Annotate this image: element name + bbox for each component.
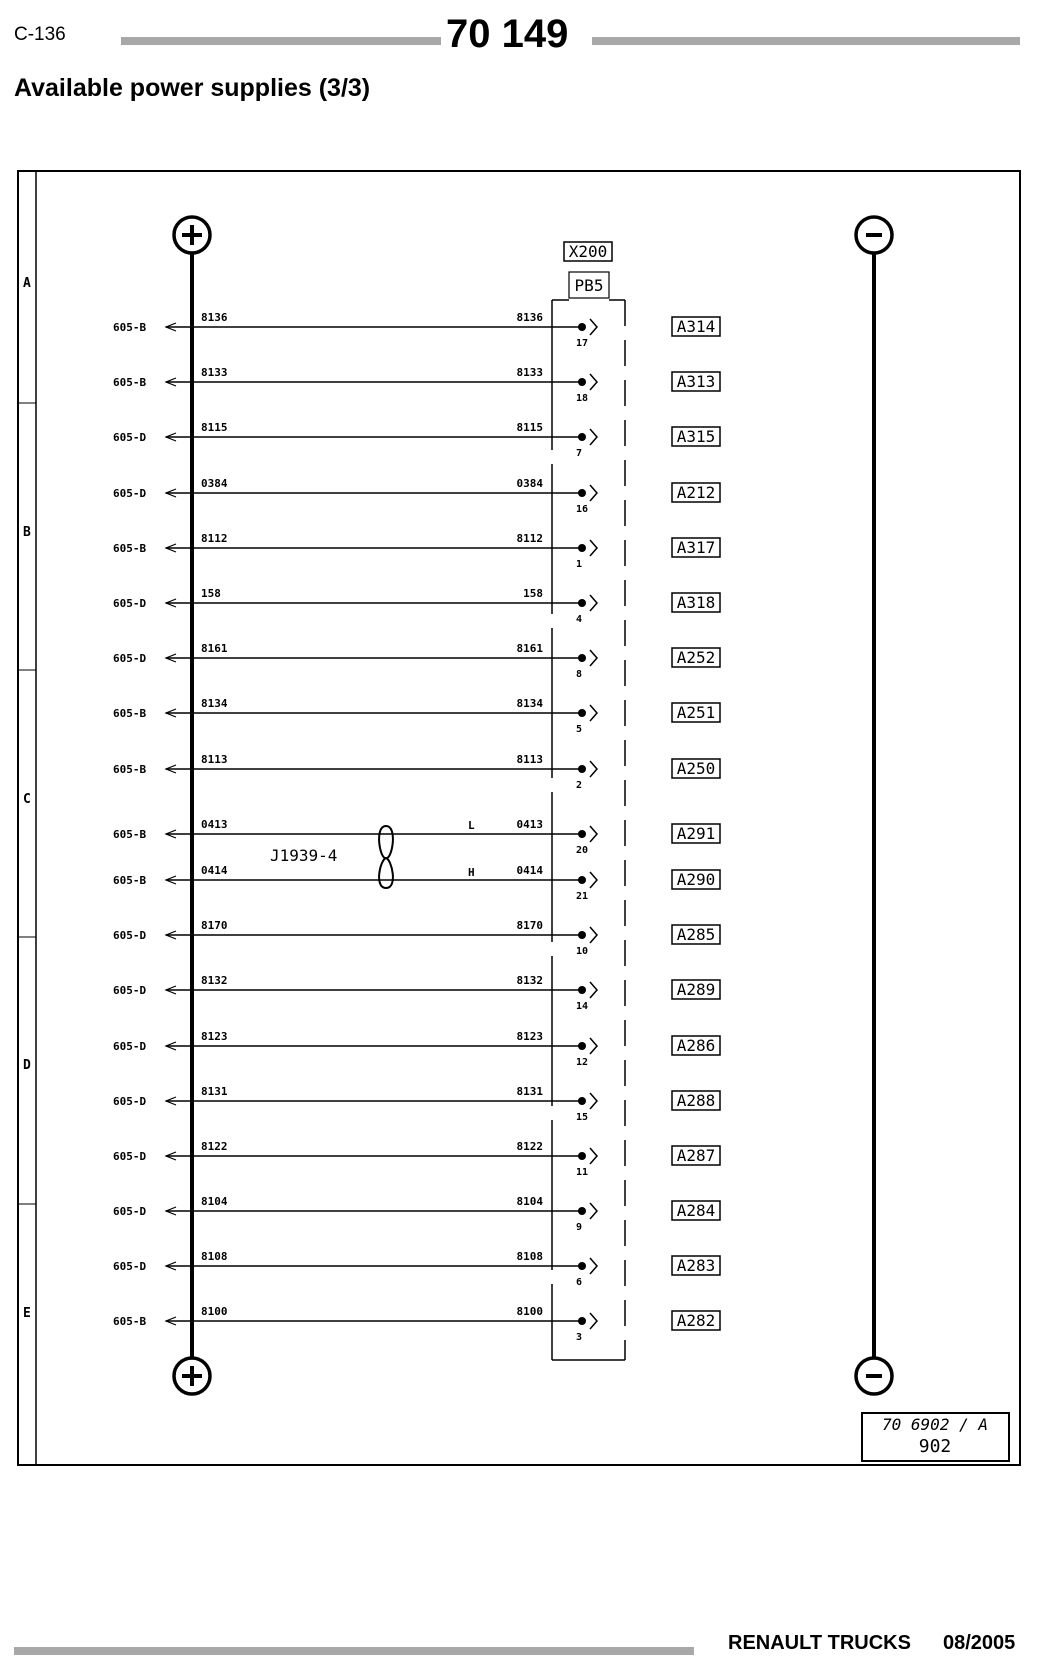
fuse-label: 605-B — [113, 763, 147, 776]
circuit-row — [113, 1305, 720, 1343]
component-id: A317 — [676, 538, 716, 557]
wire-number-right: 8100 — [516, 1305, 543, 1318]
pin-number: 5 — [576, 724, 583, 735]
zone-label-c: C — [23, 792, 31, 807]
wire-number-right: 8108 — [516, 1250, 543, 1263]
pin-number: 9 — [576, 1222, 583, 1233]
wire-number-left: 8113 — [201, 753, 228, 766]
circuit-row — [113, 532, 720, 570]
wire-number-left: 158 — [201, 587, 221, 600]
pin-dot — [578, 765, 586, 773]
fuse-label: 605-D — [113, 487, 147, 500]
pin-contact-icon — [590, 429, 597, 445]
circuit-row — [113, 1250, 720, 1288]
fuse-label: 605-D — [113, 1095, 147, 1108]
circuit-row — [113, 1085, 720, 1123]
component-id: A289 — [676, 980, 716, 999]
pin-number: 6 — [576, 1277, 583, 1288]
component-id: A282 — [676, 1311, 716, 1330]
circuit-row — [113, 864, 720, 902]
pin-number: 8 — [576, 669, 583, 680]
component-id: A284 — [676, 1201, 716, 1220]
wire-number-right: 8161 — [516, 642, 543, 655]
pin-contact-icon — [590, 540, 597, 556]
pin-number: 11 — [576, 1167, 589, 1178]
pin-number: 21 — [576, 891, 589, 902]
plus-icon — [174, 1358, 210, 1394]
pin-contact-icon — [590, 1313, 597, 1329]
circuit-rows — [113, 311, 720, 1343]
component-id: A290 — [676, 870, 716, 889]
wire-number-left: 8131 — [201, 1085, 228, 1098]
wire-number-left: 8122 — [201, 1140, 228, 1153]
pin-dot — [578, 599, 586, 607]
fuse-label: 605-B — [113, 376, 147, 389]
wire-number-left: 8134 — [201, 697, 228, 710]
minus-icon — [856, 217, 892, 253]
wire-number-right: 8112 — [516, 532, 543, 545]
wire-number-right: 8131 — [516, 1085, 543, 1098]
minus-icon — [856, 1358, 892, 1394]
component-id: A286 — [676, 1036, 716, 1055]
circuit-row — [113, 421, 720, 459]
wire-number-left: 0413 — [201, 818, 228, 831]
component-id: A291 — [676, 824, 716, 843]
bus-high-label: H — [468, 866, 475, 879]
wire-number-right: 8170 — [516, 919, 543, 932]
circuit-row — [113, 642, 720, 680]
fuse-label: 605-D — [113, 984, 147, 997]
wire-number-left: 0384 — [201, 477, 228, 490]
pin-dot — [578, 830, 586, 838]
wire-number-left: 8136 — [201, 311, 228, 324]
pin-number: 4 — [576, 614, 583, 625]
wire-number-right: 8132 — [516, 974, 543, 987]
wire-number-right: 0413 — [516, 818, 543, 831]
component-id: A288 — [676, 1091, 716, 1110]
connector-name: X200 — [568, 242, 608, 261]
zone-label-b: B — [23, 525, 31, 540]
wire-number-right: 0414 — [516, 864, 543, 877]
pin-dot — [578, 544, 586, 552]
circuit-row — [113, 587, 720, 625]
component-id: A313 — [676, 372, 716, 391]
drawing-sheet: 902 — [918, 1436, 952, 1457]
wire-number-left: 8132 — [201, 974, 228, 987]
fuse-label: 605-D — [113, 1205, 147, 1218]
wire-number-right: 0384 — [516, 477, 543, 490]
pin-dot — [578, 1042, 586, 1050]
pin-contact-icon — [590, 595, 597, 611]
pin-dot — [578, 654, 586, 662]
fuse-label: 605-D — [113, 652, 147, 665]
pin-dot — [578, 489, 586, 497]
pin-contact-icon — [590, 319, 597, 335]
fuse-label: 605-B — [113, 828, 147, 841]
fuse-label: 605-B — [113, 321, 147, 334]
fuse-label: 605-D — [113, 1150, 147, 1163]
fuse-label: 605-B — [113, 542, 147, 555]
component-id: A252 — [676, 648, 716, 667]
wire-number-right: 8123 — [516, 1030, 543, 1043]
wire-number-right: 8133 — [516, 366, 543, 379]
pin-contact-icon — [590, 1093, 597, 1109]
pin-number: 20 — [576, 845, 589, 856]
wire-number-left: 8112 — [201, 532, 228, 545]
circuit-row — [113, 697, 720, 735]
component-id: A283 — [676, 1256, 716, 1275]
pin-contact-icon — [590, 761, 597, 777]
circuit-row — [113, 1140, 720, 1178]
wire-number-right: 8136 — [516, 311, 543, 324]
component-id: A285 — [676, 925, 716, 944]
wire-number-left: 8115 — [201, 421, 228, 434]
circuit-row — [113, 974, 720, 1012]
pin-number: 10 — [576, 946, 589, 957]
page-code: C-136 — [14, 24, 66, 45]
fuse-label: 605-B — [113, 874, 147, 887]
pin-number: 18 — [576, 393, 589, 404]
pin-dot — [578, 1262, 586, 1270]
pin-dot — [578, 986, 586, 994]
wire-number-right: 158 — [523, 587, 543, 600]
pin-contact-icon — [590, 650, 597, 666]
pin-number: 7 — [576, 448, 583, 459]
zone-label-d: D — [23, 1058, 31, 1073]
pin-number: 17 — [576, 338, 589, 349]
connector-block-name: PB5 — [574, 276, 604, 295]
document-number: 70 149 — [446, 12, 569, 56]
component-id: A318 — [676, 593, 716, 612]
pin-dot — [578, 1317, 586, 1325]
footer-rule — [14, 1647, 694, 1655]
wire-number-right: 8115 — [516, 421, 543, 434]
component-id: A250 — [676, 759, 716, 778]
wire-number-left: 8123 — [201, 1030, 228, 1043]
fuse-label: 605-D — [113, 1040, 147, 1053]
footer-date: 08/2005 — [943, 1632, 1016, 1654]
twisted-pair-symbol — [379, 826, 393, 888]
wire-number-right: 8113 — [516, 753, 543, 766]
bus-label: J1939-4 — [270, 846, 338, 865]
pin-number: 1 — [576, 559, 583, 570]
component-id: A315 — [676, 427, 716, 446]
pin-number: 3 — [576, 1332, 583, 1343]
fuse-label: 605-D — [113, 431, 147, 444]
pin-contact-icon — [590, 826, 597, 842]
circuit-row — [113, 753, 720, 791]
wire-number-left: 8108 — [201, 1250, 228, 1263]
pin-dot — [578, 378, 586, 386]
page-title: Available power supplies (3/3) — [14, 74, 371, 102]
pin-number: 12 — [576, 1057, 589, 1068]
pin-dot — [578, 876, 586, 884]
pin-contact-icon — [590, 705, 597, 721]
component-id: A287 — [676, 1146, 716, 1165]
pin-contact-icon — [590, 872, 597, 888]
pin-contact-icon — [590, 982, 597, 998]
pin-dot — [578, 931, 586, 939]
pin-dot — [578, 1097, 586, 1105]
circuit-row — [113, 311, 720, 349]
circuit-row — [113, 818, 720, 856]
wire-number-left: 8170 — [201, 919, 228, 932]
component-id: A251 — [676, 703, 716, 722]
pin-contact-icon — [590, 1203, 597, 1219]
pin-number: 16 — [576, 504, 589, 515]
pin-dot — [578, 709, 586, 717]
pin-contact-icon — [590, 1038, 597, 1054]
pin-contact-icon — [590, 374, 597, 390]
pin-contact-icon — [590, 485, 597, 501]
component-id: A314 — [676, 317, 716, 336]
circuit-row — [113, 1030, 720, 1068]
pin-dot — [578, 1207, 586, 1215]
pin-dot — [578, 323, 586, 331]
bus-low-label: L — [468, 819, 475, 832]
pin-contact-icon — [590, 1258, 597, 1274]
footer-brand: RENAULT TRUCKS — [728, 1632, 911, 1654]
pin-contact-icon — [590, 927, 597, 943]
fuse-label: 605-B — [113, 1315, 147, 1328]
wire-number-left: 8100 — [201, 1305, 228, 1318]
wire-number-left: 8104 — [201, 1195, 228, 1208]
fuse-label: 605-D — [113, 597, 147, 610]
pin-number: 2 — [576, 780, 583, 791]
component-id: A212 — [676, 483, 716, 502]
pin-number: 15 — [576, 1112, 589, 1123]
circuit-row — [113, 477, 720, 515]
circuit-row — [113, 919, 720, 957]
zone-label-e: E — [23, 1306, 31, 1321]
circuit-row — [113, 366, 720, 404]
wire-number-right: 8104 — [516, 1195, 543, 1208]
drawing-reference: 70 6902 / A — [882, 1415, 988, 1434]
pin-number: 14 — [576, 1001, 589, 1012]
fuse-label: 605-D — [113, 1260, 147, 1273]
plus-icon — [174, 217, 210, 253]
zone-label-a: A — [23, 276, 31, 291]
fuse-label: 605-B — [113, 707, 147, 720]
pin-contact-icon — [590, 1148, 597, 1164]
wire-number-right: 8122 — [516, 1140, 543, 1153]
pin-dot — [578, 433, 586, 441]
wire-number-left: 8161 — [201, 642, 228, 655]
pin-dot — [578, 1152, 586, 1160]
fuse-label: 605-D — [113, 929, 147, 942]
wire-number-left: 8133 — [201, 366, 228, 379]
wire-number-right: 8134 — [516, 697, 543, 710]
circuit-row — [113, 1195, 720, 1233]
wire-number-left: 0414 — [201, 864, 228, 877]
